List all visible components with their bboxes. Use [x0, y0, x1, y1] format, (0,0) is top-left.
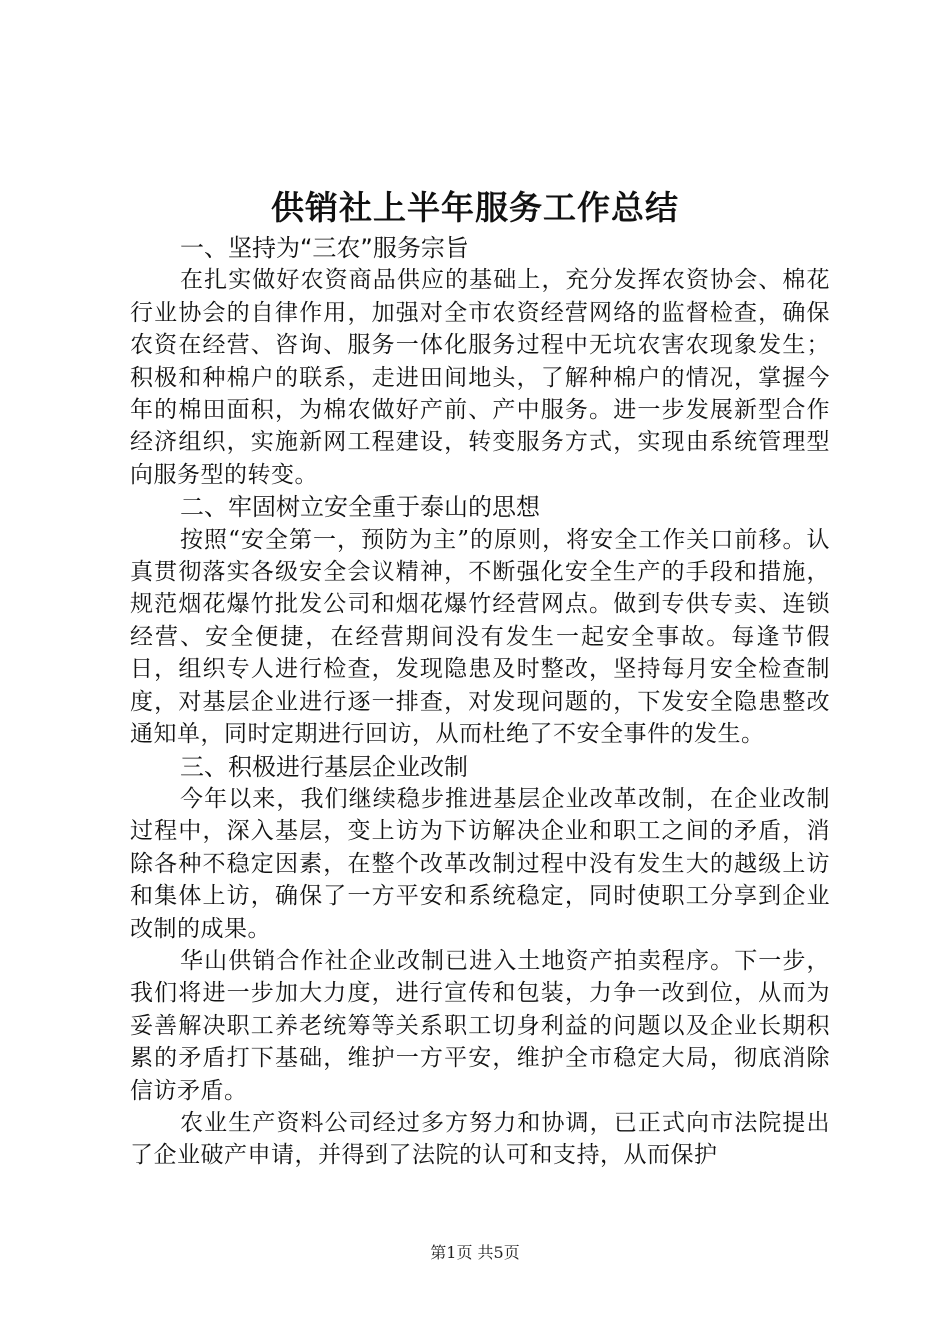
document-title: 供销社上半年服务工作总结 [271, 188, 679, 227]
section-heading-3: 三、积极进行基层企业改制 [180, 752, 468, 781]
section-2-paragraph-1: 按照“安全第一，预防为主”的原则，将安全工作关口前移。认真贯彻落实各级安全会议精神，不断强化安全生产的手段和措施，规范烟花爆竹批发公司和烟花爆竹经营网点。做到专供专卖、连锁经营、安全便捷，在经营期间没有发生一起安全事故。每逢节假日，组织专人进行检查，发现隐患及时整改，坚持每月安全检查制度，对基层企业进行逐一排查，对发现问题的，下发安全隐患整改通知单，同时定期进行回访，从而杜绝了不安全事件的发生。 [130, 526, 830, 748]
section-3-paragraph-1: 今年以来，我们继续稳步推进基层企业改革改制，在企业改制过程中，深入基层，变上访为下访解决企业和职工之间的矛盾，消除各种不稳定因素，在整个改革改制过程中没有发生大的越级上访和集体上访，确保了一方平安和系统稳定，同时使职工分享到企业改制的成果。 [130, 785, 830, 942]
section-3-paragraph-2: 华山供销合作社企业改制已进入土地资产拍卖程序。下一步，我们将进一步加大力度，进行宣传和包装，力争一改到位，从而为妥善解决职工养老统筹等关系职工切身利益的问题以及企业长期积累的矛盾打下基础，维护一方平安，维护全市稳定大局，彻底消除信访矛盾。 [130, 947, 830, 1104]
section-heading-2: 二、牢固树立安全重于泰山的思想 [180, 493, 540, 522]
section-3-paragraph-3: 农业生产资料公司经过多方努力和协调，已正式向市法院提出了企业破产申请，并得到了法院的认可和支持，从而保护 [130, 1109, 830, 1169]
document-body [130, 232, 830, 1172]
page-footer: 第1页 共5页 [430, 1243, 520, 1262]
section-1-paragraph-1: 在扎实做好农资商品供应的基础上，充分发挥农资协会、棉花行业协会的自律作用，加强对全市农资经营网络的监督检查，确保农资在经营、咨询、服务一体化服务过程中无坑农害农现象发生；积极和种棉户的联系，走进田间地头，了解种棉户的情况，掌握今年的棉田面积，为棉农做好产前、产中服务。进一步发展新型合作经济组织，实施新网工程建设，转变服务方式，实现由系统管理型向服务型的转变。 [130, 267, 830, 488]
section-heading-1: 一、坚持为“三农”服务宗旨 [180, 234, 469, 262]
